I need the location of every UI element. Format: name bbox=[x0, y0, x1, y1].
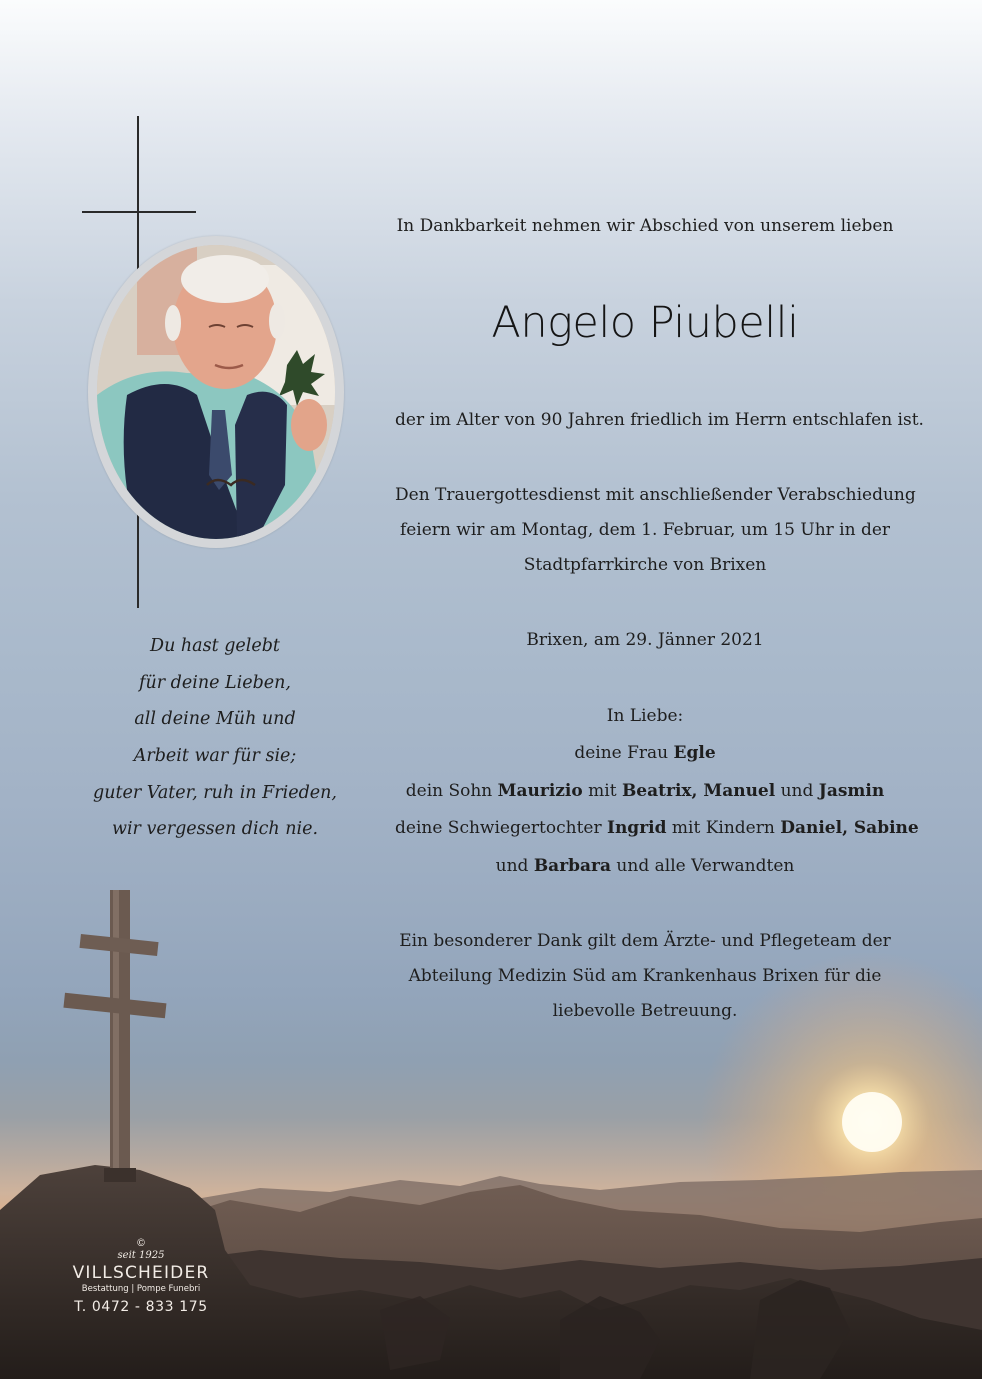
cross-line-horizontal bbox=[82, 211, 196, 213]
deceased-name: Angelo Piubelli bbox=[491, 298, 799, 348]
mourner-son-name: Maurizio bbox=[497, 781, 583, 801]
thanks-line-3: liebevolle Betreuung. bbox=[552, 1001, 738, 1021]
logo-phone: T. 0472 - 833 175 bbox=[74, 1299, 208, 1315]
logo-since: seit 1925 bbox=[117, 1250, 165, 1261]
funeral-home-logo bbox=[55, 1238, 227, 1317]
portrait-photo bbox=[97, 245, 335, 539]
service-line-2: feiern wir am Montag, dem 1. Februar, um 15 Uhr in der bbox=[399, 520, 891, 540]
poem-line-1: Du hast gelebt bbox=[150, 636, 280, 656]
intro-line: In Dankbarkeit nehmen wir Abschied von unserem lieben bbox=[396, 216, 894, 236]
mourner-last: und Barbara und alle Verwandten bbox=[495, 856, 795, 876]
mourner-dil-name: Ingrid bbox=[607, 818, 667, 838]
logo-brand: VILLSCHEIDER bbox=[72, 1263, 210, 1283]
age-line: der im Alter von 90 Jahren friedlich im Herrn entschlafen ist. bbox=[395, 410, 924, 430]
summit-cross-icon bbox=[63, 890, 166, 1182]
poem-line-6: wir vergessen dich nie. bbox=[111, 819, 319, 839]
service-line-3: Stadtpfarrkirche von Brixen bbox=[523, 555, 767, 575]
poem-line-2: für deine Lieben, bbox=[139, 673, 291, 693]
mourner-wife: deine Frau Egle bbox=[574, 743, 716, 763]
place-date: Brixen, am 29. Jänner 2021 bbox=[526, 630, 764, 650]
poem-line-4: Arbeit war für sie; bbox=[133, 746, 297, 766]
mourner-wife-name: Egle bbox=[673, 743, 716, 763]
logo-subtitle: Bestattung | Pompe Funebri bbox=[81, 1284, 201, 1294]
mourner-daughter-in-law: deine Schwiegertochter Ingrid mit Kindern Daniel, Sabine bbox=[395, 818, 919, 838]
mourners-heading: In Liebe: bbox=[606, 706, 684, 726]
mourner-son: dein Sohn Maurizio mit Beatrix, Manuel und Jasmin bbox=[405, 781, 885, 801]
thanks-line-1: Ein besonderer Dank gilt dem Ärzte- und Pflegeteam der bbox=[399, 931, 891, 951]
thanks-line-2: Abteilung Medizin Süd am Krankenhaus Brixen für die bbox=[408, 966, 882, 986]
poem-line-5: guter Vater, ruh in Frieden, bbox=[93, 783, 337, 803]
copyright-mark: © bbox=[136, 1238, 146, 1249]
poem-line-3: all deine Müh und bbox=[134, 709, 296, 729]
service-line-1: Den Trauergottesdienst mit anschließender Verabschiedung bbox=[395, 485, 916, 505]
